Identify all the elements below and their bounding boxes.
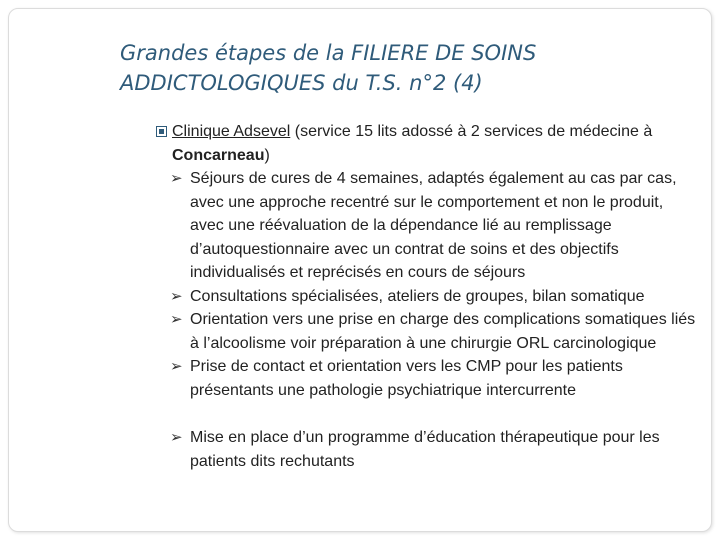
sub-bullet-text: Séjours de cures de 4 semaines, adaptés également au cas par cas, avec une approche recentré sur le comportement et non le produit, avec une réévaluation de la dépendance lié au remplissage d’autoquestionnaire avec un contrat de soins et des objectifs individualisés et reprécisés en cours de séjours [190, 170, 677, 281]
sub-bullet-text: Consultations spécialisées, ateliers de groupes, bilan somatique [190, 287, 645, 305]
arrowhead-bullet-icon: ➢ [170, 310, 183, 328]
title-line-2: ADDICTOLOGIQUES du T.S. n°2 (4) [120, 71, 483, 95]
sub-bullet-item [154, 285, 699, 309]
arrowhead-bullet-icon: ➢ [170, 428, 183, 446]
main-bullet-point [154, 120, 699, 167]
sub-bullet-item [154, 355, 699, 402]
sub-bullet-text: Orientation vers une prise en charge des complications somatiques liés à l’alcoolisme voir préparation à une chirurgie ORL carcinologique [190, 311, 696, 352]
sub-bullet-item [154, 308, 699, 355]
clinic-description-start: (service 15 lits adossé à 2 services de médecine à [290, 123, 653, 140]
sub-bullet-item [154, 426, 699, 473]
sub-bullet-list [154, 167, 699, 473]
clinic-name: Clinique Adsevel [172, 123, 291, 140]
clinic-description-end: ) [264, 146, 270, 164]
checkbox-square-bullet-icon [156, 126, 167, 137]
slide-title [120, 38, 680, 98]
sub-bullet-text: Prise de contact et orientation vers les CMP pour les patients présentants une pathologie psychiatrique intercurrente [190, 358, 623, 399]
clinic-location: Concarneau [172, 146, 265, 164]
slide-content [154, 120, 699, 473]
sub-bullet-item [154, 167, 699, 285]
title-line-1: Grandes étapes de la FILIERE DE SOINS [120, 41, 537, 65]
sub-bullet-text: Mise en place d’un programme d’éducation thérapeutique pour les patients dits rechutants [190, 429, 660, 470]
arrowhead-bullet-icon: ➢ [170, 286, 183, 305]
arrowhead-bullet-icon: ➢ [170, 169, 183, 187]
arrowhead-bullet-icon: ➢ [170, 357, 183, 375]
